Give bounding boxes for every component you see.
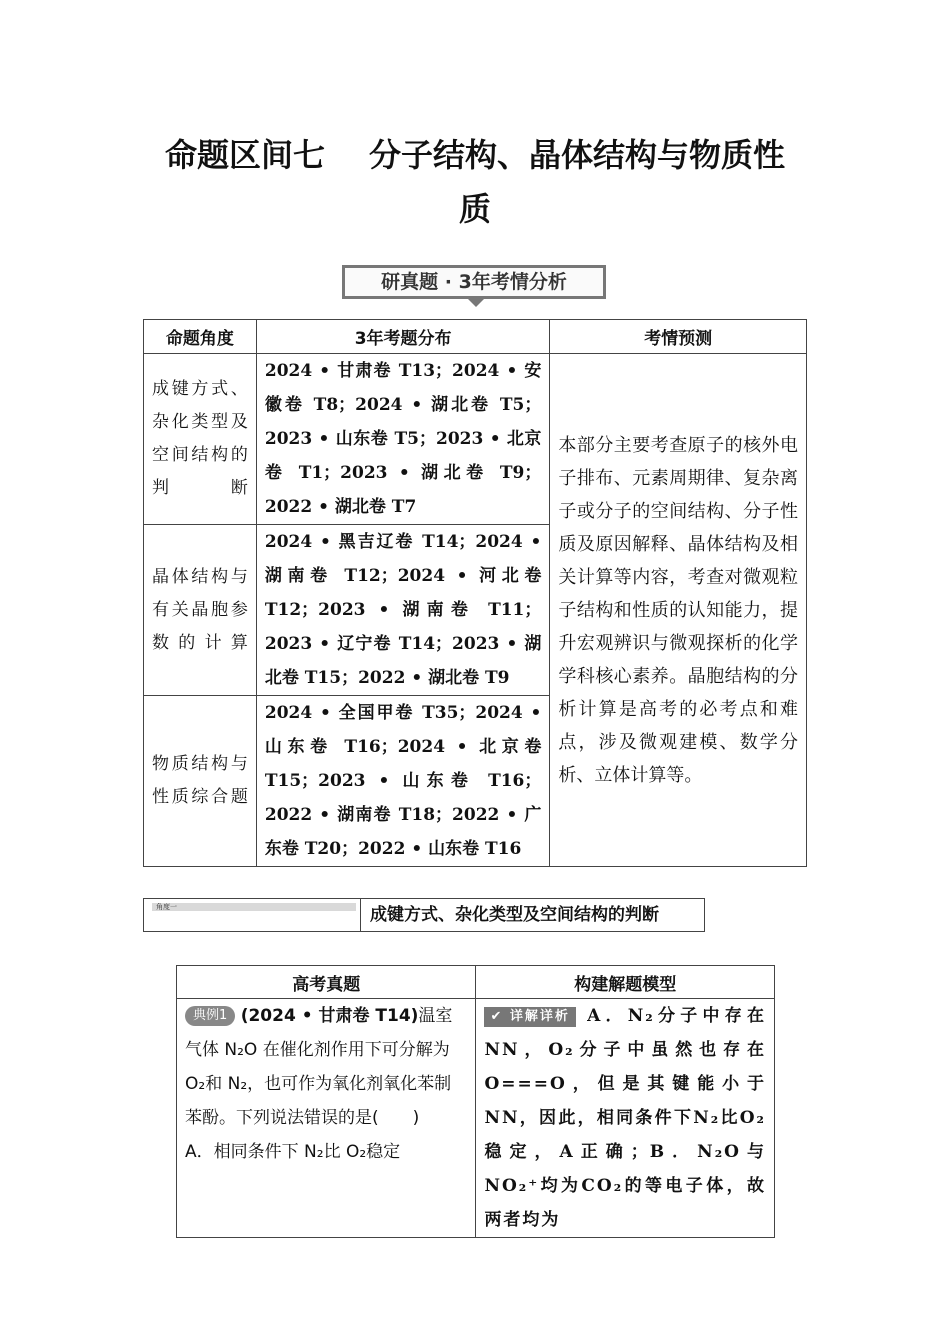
- sources-cell: 2024 • 黑吉辽卷 T14；2024 • 湖南卷 T12；2024 • 河北卷 T12；2023 • 湖南卷 T11；2023 • 辽宁卷 T14；2023 • 湖北卷 T15；2022 • 湖北卷 T9: [256, 525, 550, 696]
- option-a: A．相同条件下 N₂比 O₂稳定: [185, 1142, 401, 1162]
- section-title: 成键方式、杂化类型及空间结构的判断: [370, 905, 659, 925]
- angle-cell: 物质结构与性质综合题: [144, 696, 257, 867]
- sources-cell: 2024 • 全国甲卷 T35；2024 • 山东卷 T16；2024 • 北京卷 T15；2023 • 山东卷 T16；2022 • 湖南卷 T18；2022 • 广东卷 T20；2022 • 山东卷 T16: [256, 696, 550, 867]
- section-banner: 研真题 · 3年考情分析: [342, 265, 606, 299]
- section-tag-box: [144, 899, 361, 931]
- angle-cell: 成键方式、杂化类型及空间结构的判断: [144, 354, 257, 525]
- example-table: [176, 965, 775, 1238]
- header-sources: 3年考题分布: [256, 320, 550, 354]
- header-exam: 高考真题: [177, 966, 476, 999]
- check-icon: ✔: [490, 1008, 504, 1024]
- title-main: 分子结构、晶体结构与物质性: [369, 136, 786, 174]
- section-tag: 角度一: [152, 903, 356, 911]
- analysis-badge-label: 详解详析: [509, 1008, 570, 1024]
- page-title: [120, 128, 830, 236]
- question-source: (2024 • 甘肃卷 T14): [240, 1006, 419, 1026]
- header-prediction: 考情预测: [550, 320, 807, 354]
- analysis-text: A．N₂分子中存在NN，O₂分子中虽然也存在O===O，但是其键能小于NN，因此，相同条件下N₂比O₂稳定，A正确；B．N₂O与NO₂⁺均为CO₂的等电子体，故两者均为: [484, 1006, 766, 1230]
- header-model: 构建解题模型: [476, 966, 775, 999]
- header-angle: 命题角度: [144, 320, 257, 354]
- example-badge: 典例1: [185, 1006, 235, 1026]
- title-main-cont: 质: [458, 190, 491, 228]
- question-text: 温室气体 N₂O 在催化剂作用下可分解为 O₂和 N₂，也可作为氧化剂氧化苯制苯酚。下列说法错误的是( ): [185, 1006, 453, 1128]
- question-cell: [177, 999, 476, 1238]
- analysis-badge: [484, 1007, 575, 1027]
- section-heading: [143, 898, 705, 932]
- analysis-cell: [476, 999, 775, 1238]
- chapter-label: 命题区间七: [164, 136, 325, 174]
- angle-cell: 晶体结构与有关晶胞参数的计算: [144, 525, 257, 696]
- analysis-table: [143, 319, 807, 867]
- prediction-cell: 本部分主要考查原子的核外电子排布、元素周期律、复杂离子或分子的空间结构、分子性质及原因解释、晶体结构及相关计算等内容，考查对微观粒子结构和性质的认知能力，提升宏观辨识与微观探析的化学学科核心素养。晶胞结构的分析计算是高考的必考点和难点，涉及微观建模、数学分析、立体计算等。: [550, 354, 807, 867]
- sources-cell: 2024 • 甘肃卷 T13；2024 • 安徽卷 T8；2024 • 湖北卷 T5；2023 • 山东卷 T5；2023 • 北京卷 T1；2023 • 湖北卷 T9；2022 • 湖北卷 T7: [256, 354, 550, 525]
- banner-pointer: [466, 297, 486, 307]
